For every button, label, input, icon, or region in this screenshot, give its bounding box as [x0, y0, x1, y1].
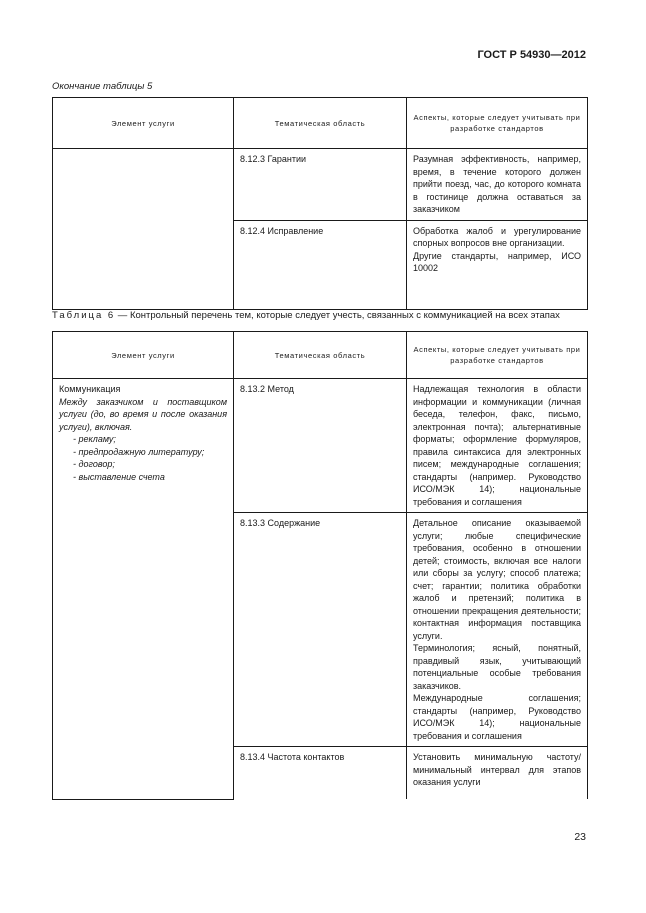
- column-header-aspects: Аспекты, которые следует учитывать при разработке стандартов: [407, 98, 588, 149]
- element-description: Между заказчиком и поставщиком услуги (до, во время и после оказания услуги), включая.: [59, 396, 227, 432]
- element-list-item: - выставление счета: [73, 471, 165, 482]
- aspects-paragraph: Детальное описание оказываемой услуги; любые специфические требования, особенно в отношении детей; стоимость, включая все налоги или сборы за услугу; способ платежа; счет; гарантии; политика обработки жалоб и претензий; политика в отношении прекращения деятельности; контактная информация поставщика услуги.: [413, 518, 581, 641]
- column-header-element: Элемент услуги: [53, 332, 234, 379]
- aspects-cell: Разумная эффективность, например, время, в течение которого должен прийти поезд, час, до которого комната в гостинице должна оставаться за заказчиком: [407, 149, 588, 221]
- aspects-paragraph: Другие стандарты, например, ИСО 10002: [413, 250, 581, 273]
- table5-caption: Окончание таблицы 5: [52, 81, 153, 92]
- column-header-area: Тематическая область: [234, 332, 407, 379]
- aspects-cell: Установить минимальную частоту/минимальный интервал для этапов оказания услуги: [407, 747, 588, 800]
- table6-caption: [52, 310, 560, 321]
- element-title: Коммуникация: [59, 384, 121, 394]
- area-cell: 8.13.4 Частота контактов: [234, 747, 407, 800]
- aspects-cell: Надлежащая технология в области информации и коммуникации (личная беседа, телефон, факс, письмо, электронная почта); альтернативные форматы; оформление формуляров, правила синтаксиса для электронных писем; международные соглашения; стандарты (например. Руководство ИСО/МЭК 14); национальные требования и соглашения: [407, 379, 588, 513]
- table-5: [52, 97, 588, 310]
- table-row: [53, 149, 588, 221]
- element-list-item: - договор;: [73, 459, 115, 469]
- aspects-cell: [407, 513, 588, 747]
- page-number: 23: [574, 831, 586, 843]
- element-cell: [53, 379, 234, 800]
- column-header-element: Элемент услуги: [53, 98, 234, 149]
- element-list-item: - рекламу;: [73, 434, 116, 444]
- document-code: ГОСТ Р 54930—2012: [477, 49, 586, 61]
- aspects-paragraph: Обработка жалоб и урегулирование спорных вопросов вне организации.: [413, 225, 581, 248]
- table-row: [53, 379, 588, 513]
- table-6: [52, 331, 588, 800]
- table6-caption-label: Таблица 6: [52, 310, 116, 321]
- area-cell: 8.12.4 Исправление: [234, 220, 407, 309]
- element-list-item: - предпродажную литературу;: [73, 446, 205, 457]
- column-header-aspects: Аспекты, которые следует учитывать при разработке стандартов: [407, 332, 588, 379]
- aspects-paragraph: Международные соглашения; стандарты (например, Руководство ИСО/МЭК 14); национальные требования и соглашения: [413, 693, 581, 741]
- aspects-cell: [407, 220, 588, 309]
- element-cell: [53, 149, 234, 310]
- area-cell: 8.12.3 Гарантии: [234, 149, 407, 221]
- area-cell: 8.13.2 Метод: [234, 379, 407, 513]
- area-cell: 8.13.3 Содержание: [234, 513, 407, 747]
- aspects-paragraph: Терминология; ясный, понятный, правдивый язык, учитывающий потенциальные особые требования заказчиков.: [413, 643, 581, 691]
- table6-caption-text: — Контрольный перечень тем, которые следует учесть, связанных с коммуникацией на всех этапах: [115, 310, 560, 321]
- column-header-area: Тематическая область: [234, 98, 407, 149]
